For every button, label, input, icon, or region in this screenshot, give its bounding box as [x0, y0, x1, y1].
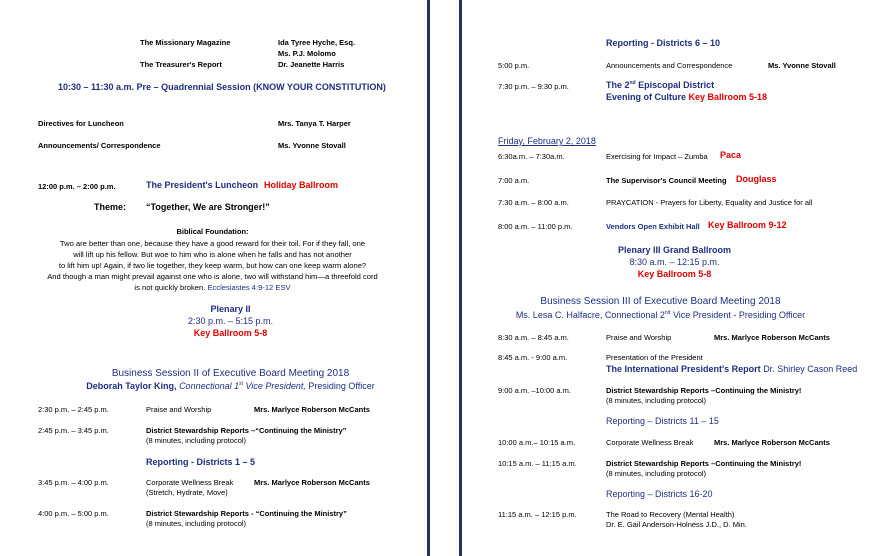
friday-activity: Exercising for Impact – Zumba	[606, 152, 708, 161]
culture-sup: nd	[629, 80, 636, 86]
session-activity: District Stewardship Reports –Continuing the Ministry!	[606, 459, 802, 468]
magazine-person-1: Ida Tyree Hyche, Esq.	[278, 38, 355, 47]
friday-activity: PRAYCATION - Prayers for Liberty, Equality and Justice for all	[606, 198, 813, 207]
biblical-line-2: will lift up his fellow. But woe to him who is alone when he falls and has not another	[73, 250, 352, 259]
directives-label: Directives for Luncheon	[38, 119, 124, 128]
session-activity: The Road to Recovery (Mental Health)	[606, 510, 735, 519]
culture-a: The 2	[606, 80, 630, 90]
friday-room-key-9-12: Key Ballroom 9-12	[708, 220, 787, 230]
session-person: Mrs. Marlyce Roberson McCants	[714, 438, 830, 447]
directives-person: Mrs. Tanya T. Harper	[278, 119, 351, 128]
business-session-ii-officer	[0, 381, 425, 392]
officer-sup: nd	[664, 310, 671, 316]
episcopal-district	[606, 80, 714, 91]
biblical-line-3: to lift him up! Again, if two lie together, they keep warm, but how can one keep warm alone?	[58, 261, 367, 270]
session-note: (8 minutes, including protocol)	[606, 396, 707, 405]
session-activity: Praise and Worship	[606, 333, 672, 342]
friday-activity: Vendors Open Exhibit Hall	[606, 222, 700, 231]
announcements-label: Announcements/ Correspondence	[38, 141, 161, 150]
schedule-note: (Stretch, Hydrate, Move)	[146, 488, 228, 497]
biblical-heading: Biblical Foundation:	[176, 227, 249, 236]
schedule-note: (8 minutes, including protocol)	[146, 436, 247, 445]
theme-text: “Together, We are Stronger!”	[146, 202, 270, 212]
right-page	[464, 0, 885, 556]
plenary-ii-room: Key Ballroom 5-8	[193, 328, 268, 338]
reporting-districts-1-5: Reporting - Districts 1 – 5	[146, 457, 256, 467]
theme-label: Theme:	[94, 202, 127, 212]
session-person: Mrs. Marlyce Roberson McCants	[714, 333, 830, 342]
page-border-left	[459, 0, 462, 556]
schedule-activity: District Stewardship Reports - “Continuing the Ministry”	[146, 509, 347, 518]
reporting-districts-16-20: Reporting – Districts 16-20	[606, 489, 713, 499]
session-time: 10:15 a.m. – 11:15 a.m.	[498, 459, 577, 468]
schedule-time: 3:45 p.m. – 4:00 p.m.	[38, 478, 109, 487]
business-session-iii-officer	[464, 310, 857, 321]
friday-time: 6:30a.m. – 7:30a.m.	[498, 152, 565, 161]
schedule-time: 2:30 p.m. – 2:45 p.m.	[38, 405, 109, 414]
biblical-line-5	[0, 282, 425, 293]
announcements-label: Announcements and Correspondence	[606, 61, 733, 70]
schedule-time: 4:00 p.m. – 5:00 p.m.	[38, 509, 109, 518]
session-time: 11:15 a.m. – 12:15 p.m.	[498, 510, 577, 519]
plenary-iii-time: 8:30 a.m. – 12:15 p.m.	[629, 257, 720, 267]
evening-of-culture	[606, 92, 767, 103]
plenary-iii-room: Key Ballroom 5-8	[637, 269, 712, 279]
session-time: 10:00 a.m.– 10:15 a.m.	[498, 438, 576, 447]
officer-role-sup: st	[239, 381, 243, 387]
intl-president-report	[606, 364, 857, 375]
schedule-time: 2:45 p.m. – 3:45 p.m.	[38, 426, 109, 435]
schedule-note: (8 minutes, including protocol)	[146, 519, 247, 528]
treasurer-label: The Treasurer's Report	[140, 60, 222, 69]
treasurer-person: Dr. Jeanette Harris	[278, 60, 345, 69]
plenary-iii-title: Plenary III Grand Ballroom	[617, 245, 732, 255]
luncheon-time: 12:00 p.m. – 2:00 p.m.	[38, 182, 116, 191]
page-gutter	[425, 0, 464, 556]
friday-time: 7:00 a.m.	[498, 176, 530, 185]
magazine-label: The Missionary Magazine	[140, 38, 231, 47]
time-730pm: 7:30 p.m. – 9:30 p.m.	[498, 82, 569, 91]
magazine-person-2: Ms. P.J. Molomo	[278, 49, 336, 58]
schedule-person: Mrs. Marlyce Roberson McCants	[254, 405, 370, 414]
schedule-person: Mrs. Marlyce Roberson McCants	[254, 478, 370, 487]
announcements-person: Ms. Yvonne Stovall	[278, 141, 346, 150]
session-note: (8 minutes, including protocol)	[606, 469, 707, 478]
page-border-right	[427, 0, 430, 556]
schedule-activity: Praise and Worship	[146, 405, 212, 414]
culture-line2: Evening of Culture	[606, 92, 687, 102]
reporting-districts-11-15: Reporting – Districts 11 – 15	[606, 416, 719, 426]
friday-time: 8:00 a.m. – 11:00 p.m.	[498, 222, 573, 231]
plenary-ii-time: 2:30 p.m. – 5:15 p.m.	[187, 316, 274, 326]
announcements-person: Ms. Yvonne Stovall	[768, 61, 836, 70]
business-session-ii-title: Business Session II of Executive Board Meeting 2018	[111, 368, 350, 379]
session-note: Dr. E. Gail Anderson-Holness J.D., D. Min.	[606, 520, 747, 529]
intl-person: Dr. Shirley Cason Reed	[763, 364, 858, 374]
officer-role-b: Vice President,	[245, 381, 306, 391]
luncheon-title: The President's Luncheon	[146, 180, 259, 190]
session-time: 8:45 a.m. - 9:00 a.m.	[498, 353, 568, 362]
session-activity: District Stewardship Reports –Continuing the Ministry!	[606, 386, 802, 395]
friday-activity: The Supervisor's Council Meeting	[606, 176, 727, 185]
biblical-line-1: Two are better than one, because they have a good reward for their toil. For if they fall, one	[59, 239, 366, 248]
officer-a: Ms. Lesa C. Halfacre, Connectional 2	[515, 310, 665, 320]
business-session-iii-title: Business Session III of Executive Board Meeting 2018	[540, 296, 781, 307]
plenary-ii-title: Plenary II	[210, 304, 251, 314]
friday-heading: Friday, February 2, 2018	[498, 136, 596, 146]
time-5pm: 5:00 p.m.	[498, 61, 530, 70]
friday-time: 7:30 a.m. – 8:00 a.m.	[498, 198, 569, 207]
culture-room: Key Ballroom 5-18	[688, 92, 768, 102]
session-activity: Corporate Wellness Break	[606, 438, 694, 447]
intl-report: The International President's Report	[606, 364, 761, 374]
schedule-activity: Corporate Wellness Break	[146, 478, 234, 487]
session-time: 8:30 a.m. – 8:45 a.m.	[498, 333, 569, 342]
biblical-reference: Ecclesiastes 4:9-12 ESV	[207, 283, 291, 292]
officer-role-c: Presiding Officer	[308, 381, 375, 391]
culture-b: Episcopal District	[635, 80, 715, 90]
biblical-line-4: And though a man might prevail against one who is alone, two will withstand him—a threefold cord	[47, 272, 378, 281]
luncheon-room: Holiday Ballroom	[264, 180, 339, 190]
officer-b: Vice President - Presiding Officer	[670, 310, 806, 320]
biblical-last: is not quickly broken.	[134, 283, 206, 292]
session-time: 9:00 a.m. –10:00 a.m.	[498, 386, 571, 395]
session-activity: Presentation of the President	[606, 353, 703, 362]
pre-quadrennial-session: 10:30 – 11:30 a.m. Pre – Quadrennial Session (KNOW YOUR CONSTITUTION)	[58, 82, 386, 92]
schedule-activity: District Stewardship Reports –“Continuing the Ministry”	[146, 426, 347, 435]
reporting-districts-6-10: Reporting - Districts 6 – 10	[606, 38, 721, 48]
officer-role-a: Connectional 1	[179, 381, 240, 391]
officer-name: Deborah Taylor King,	[86, 381, 177, 391]
friday-room-douglass: Douglass	[736, 174, 777, 184]
left-page	[0, 0, 425, 556]
friday-room-paca: Paca	[720, 150, 742, 160]
